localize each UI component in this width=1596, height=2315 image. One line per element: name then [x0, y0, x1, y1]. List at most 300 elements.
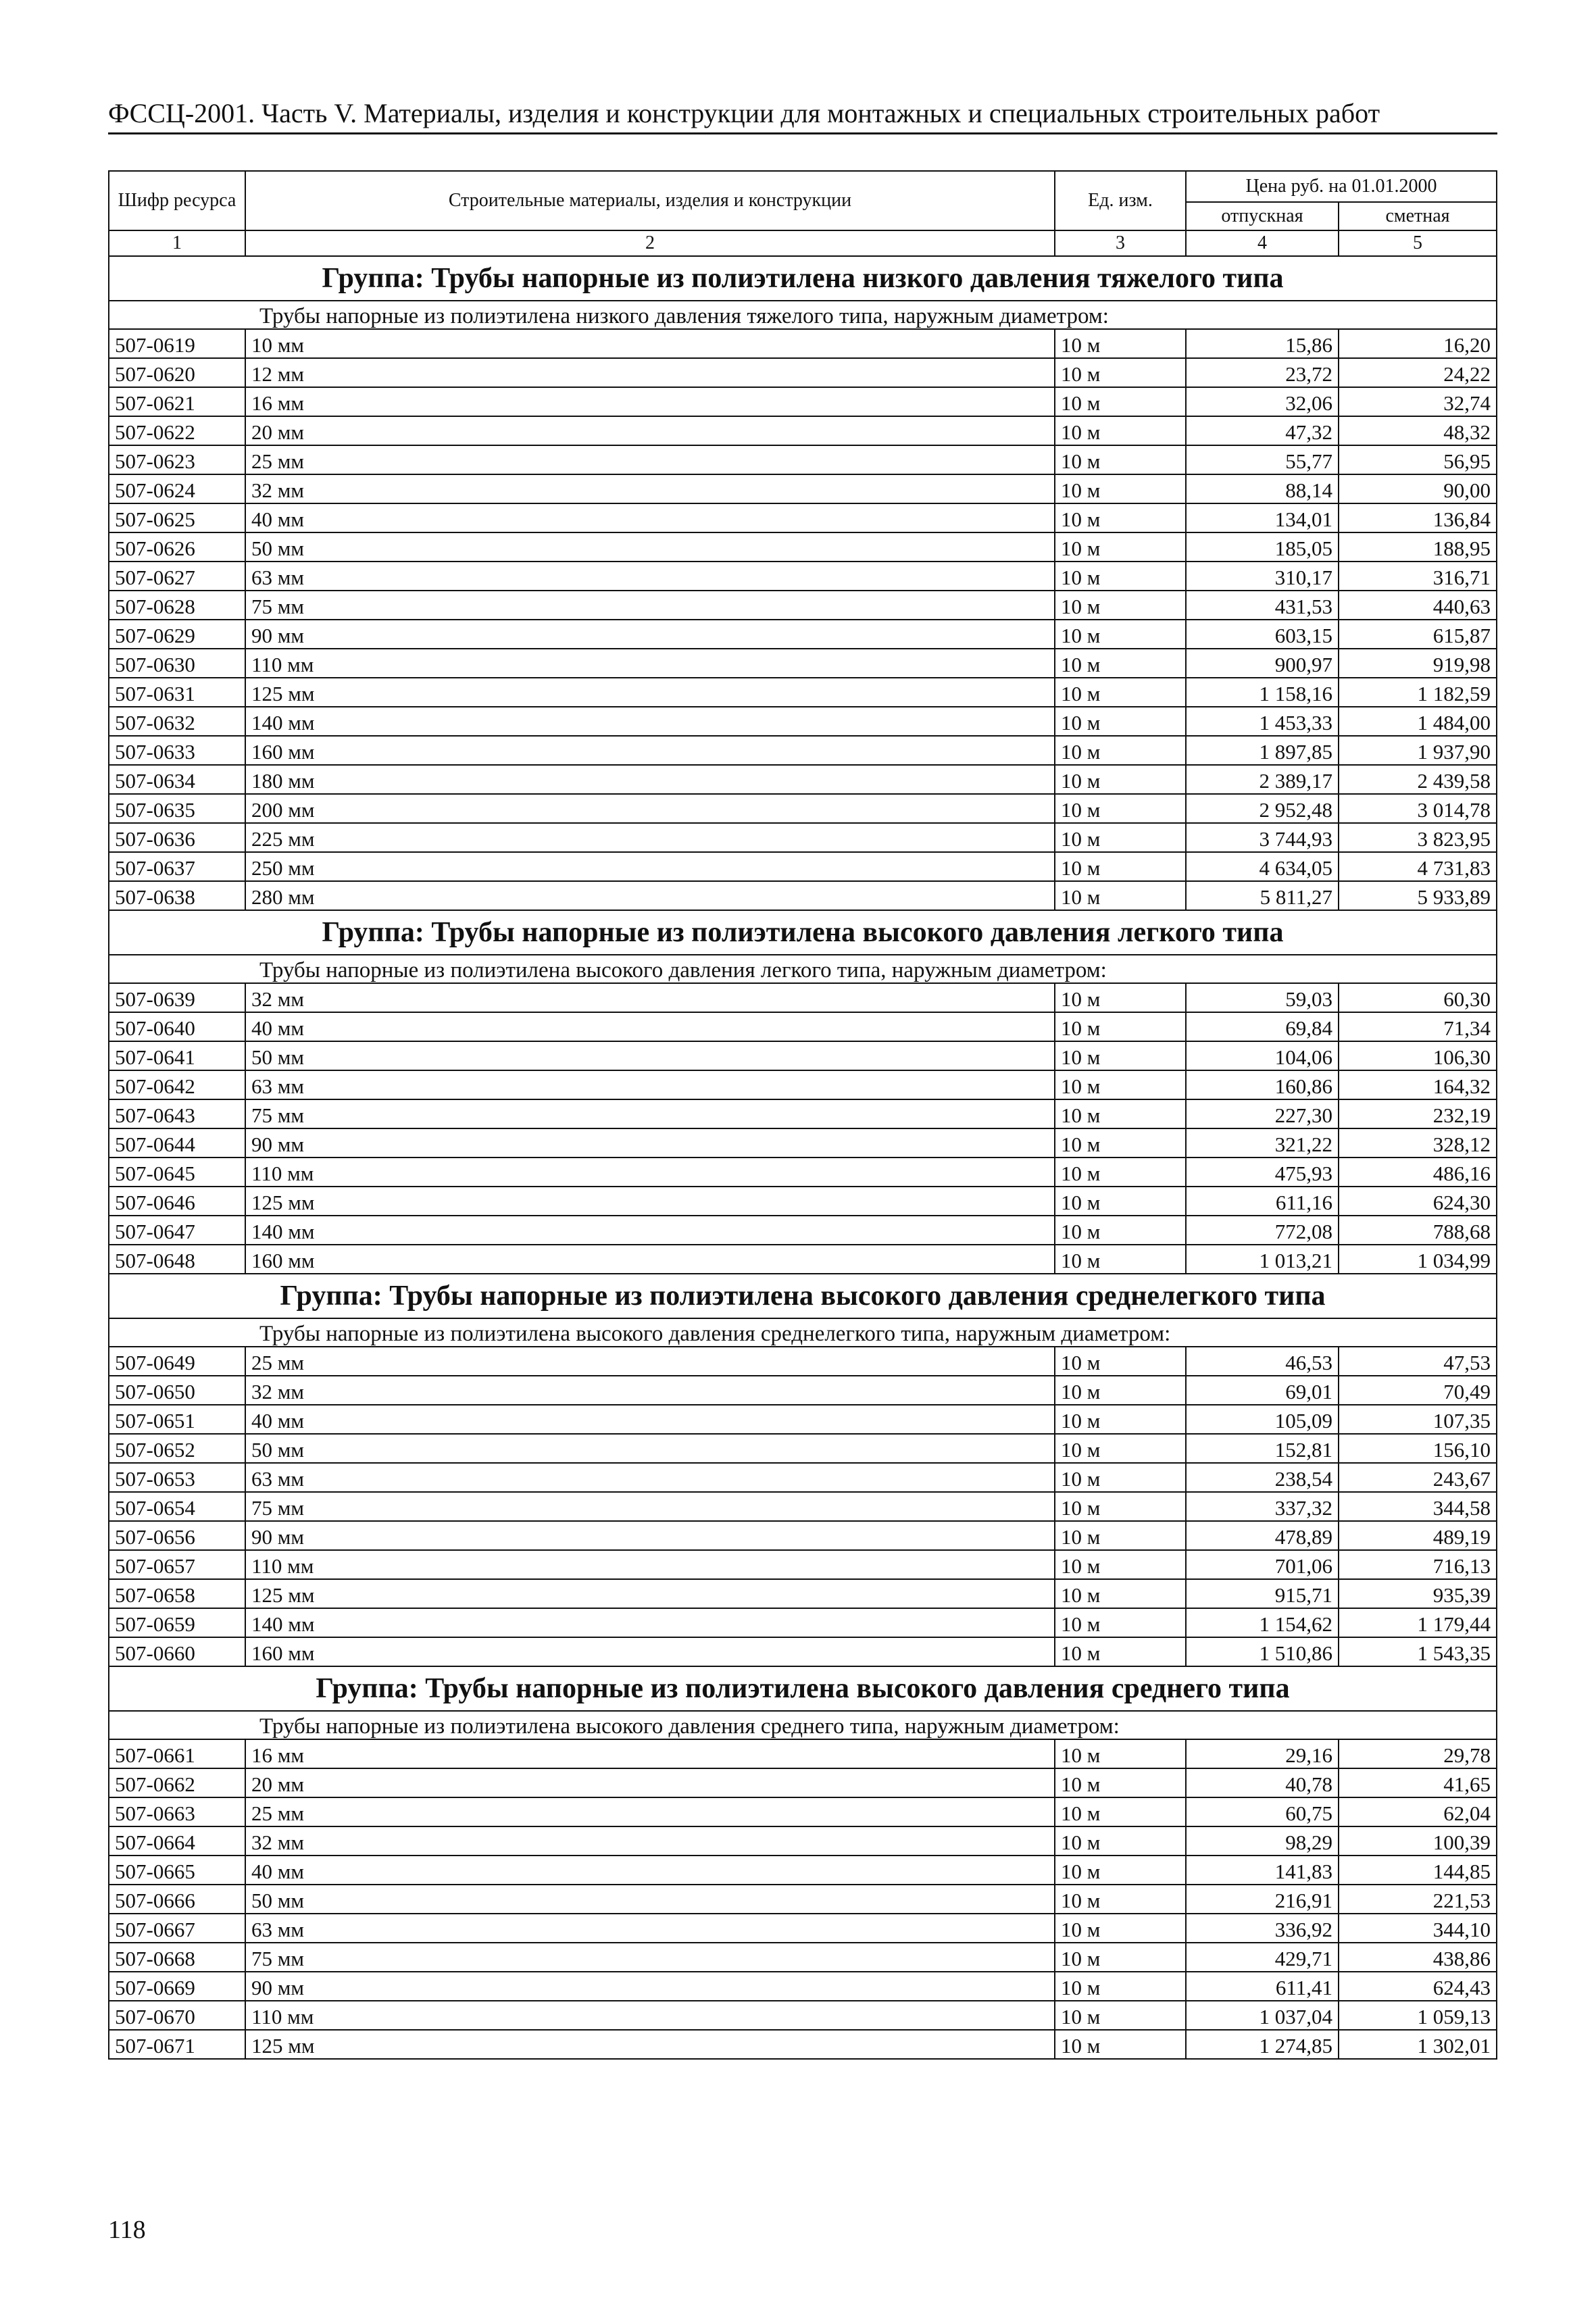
estimate-price: 188,95 — [1339, 532, 1497, 562]
unit: 10 м — [1055, 1492, 1186, 1521]
release-price: 772,08 — [1186, 1216, 1339, 1245]
estimate-price: 3 014,78 — [1339, 794, 1497, 823]
release-price: 160,86 — [1186, 1070, 1339, 1099]
unit: 10 м — [1055, 765, 1186, 794]
resource-code: 507-0643 — [109, 1099, 245, 1128]
unit: 10 м — [1055, 1943, 1186, 1972]
table-row — [109, 620, 1497, 649]
resource-code: 507-0626 — [109, 532, 245, 562]
release-price: 105,09 — [1186, 1405, 1339, 1434]
price-table — [108, 170, 1497, 2060]
unit: 10 м — [1055, 983, 1186, 1012]
material-name: 10 мм — [245, 329, 1055, 358]
estimate-price: 788,68 — [1339, 1216, 1497, 1245]
estimate-price: 16,20 — [1339, 329, 1497, 358]
estimate-price: 624,30 — [1339, 1187, 1497, 1216]
resource-code: 507-0650 — [109, 1376, 245, 1405]
release-price: 60,75 — [1186, 1797, 1339, 1826]
unit: 10 м — [1055, 1550, 1186, 1579]
group-title-row — [109, 1274, 1497, 1318]
material-name: 75 мм — [245, 1943, 1055, 1972]
resource-code: 507-0642 — [109, 1070, 245, 1099]
estimate-price: 438,86 — [1339, 1943, 1497, 1972]
unit: 10 м — [1055, 1245, 1186, 1274]
unit: 10 м — [1055, 1768, 1186, 1797]
table-row — [109, 1128, 1497, 1158]
material-name: 63 мм — [245, 1914, 1055, 1943]
table-row — [109, 1012, 1497, 1041]
table-row — [109, 1914, 1497, 1943]
release-price: 337,32 — [1186, 1492, 1339, 1521]
table-row — [109, 649, 1497, 678]
table-row — [109, 1826, 1497, 1856]
table-row — [109, 532, 1497, 562]
unit: 10 м — [1055, 1158, 1186, 1187]
estimate-price: 1 034,99 — [1339, 1245, 1497, 1274]
group-subtitle-row — [109, 1711, 1497, 1739]
table-row — [109, 1608, 1497, 1637]
unit: 10 м — [1055, 678, 1186, 707]
table-row — [109, 1187, 1497, 1216]
resource-code: 507-0645 — [109, 1158, 245, 1187]
header-name: Строительные материалы, изделия и конструкции — [245, 171, 1055, 230]
release-price: 40,78 — [1186, 1768, 1339, 1797]
page-number: 118 — [108, 2216, 146, 2244]
estimate-price: 60,30 — [1339, 983, 1497, 1012]
material-name: 50 мм — [245, 1434, 1055, 1463]
release-price: 98,29 — [1186, 1826, 1339, 1856]
unit: 10 м — [1055, 1216, 1186, 1245]
table-row — [109, 562, 1497, 591]
resource-code: 507-0627 — [109, 562, 245, 591]
estimate-price: 3 823,95 — [1339, 823, 1497, 852]
unit: 10 м — [1055, 1885, 1186, 1914]
release-price: 216,91 — [1186, 1885, 1339, 1914]
table-row — [109, 387, 1497, 416]
material-name: 75 мм — [245, 1099, 1055, 1128]
resource-code: 507-0644 — [109, 1128, 245, 1158]
material-name: 25 мм — [245, 445, 1055, 474]
resource-code: 507-0649 — [109, 1347, 245, 1376]
material-name: 200 мм — [245, 794, 1055, 823]
table-row — [109, 2001, 1497, 2030]
resource-code: 507-0668 — [109, 1943, 245, 1972]
material-name: 140 мм — [245, 1608, 1055, 1637]
estimate-price: 56,95 — [1339, 445, 1497, 474]
material-name: 250 мм — [245, 852, 1055, 881]
table-row — [109, 358, 1497, 387]
estimate-price: 70,49 — [1339, 1376, 1497, 1405]
estimate-price: 615,87 — [1339, 620, 1497, 649]
estimate-price: 344,10 — [1339, 1914, 1497, 1943]
table-row — [109, 1768, 1497, 1797]
material-name: 63 мм — [245, 1463, 1055, 1492]
resource-code: 507-0623 — [109, 445, 245, 474]
table-row — [109, 1245, 1497, 1274]
unit: 10 м — [1055, 1463, 1186, 1492]
material-name: 25 мм — [245, 1347, 1055, 1376]
unit: 10 м — [1055, 1099, 1186, 1128]
estimate-price: 32,74 — [1339, 387, 1497, 416]
release-price: 1 897,85 — [1186, 736, 1339, 765]
estimate-price: 136,84 — [1339, 503, 1497, 532]
material-name: 20 мм — [245, 416, 1055, 445]
table-row — [109, 1070, 1497, 1099]
resource-code: 507-0635 — [109, 794, 245, 823]
table-row — [109, 794, 1497, 823]
unit: 10 м — [1055, 2001, 1186, 2030]
material-name: 75 мм — [245, 591, 1055, 620]
release-price: 1 453,33 — [1186, 707, 1339, 736]
table-row — [109, 1216, 1497, 1245]
estimate-price: 71,34 — [1339, 1012, 1497, 1041]
estimate-price: 106,30 — [1339, 1041, 1497, 1070]
header-code: Шифр ресурса — [109, 171, 245, 230]
column-number: 3 — [1055, 230, 1186, 256]
estimate-price: 41,65 — [1339, 1768, 1497, 1797]
unit: 10 м — [1055, 416, 1186, 445]
estimate-price: 316,71 — [1339, 562, 1497, 591]
material-name: 90 мм — [245, 1521, 1055, 1550]
resource-code: 507-0624 — [109, 474, 245, 503]
page-header: ФССЦ-2001. Часть V. Материалы, изделия и конструкции для монтажных и специальных строительных работ — [108, 96, 1497, 134]
estimate-price: 1 179,44 — [1339, 1608, 1497, 1637]
estimate-price: 1 543,35 — [1339, 1637, 1497, 1666]
table-row — [109, 1158, 1497, 1187]
material-name: 160 мм — [245, 1637, 1055, 1666]
table-row — [109, 983, 1497, 1012]
unit: 10 м — [1055, 1012, 1186, 1041]
release-price: 141,83 — [1186, 1856, 1339, 1885]
unit: 10 м — [1055, 387, 1186, 416]
group-title-row — [109, 1666, 1497, 1711]
release-price: 2 389,17 — [1186, 765, 1339, 794]
estimate-price: 344,58 — [1339, 1492, 1497, 1521]
material-name: 140 мм — [245, 1216, 1055, 1245]
material-name: 32 мм — [245, 1826, 1055, 1856]
group-title-row — [109, 910, 1497, 955]
resource-code: 507-0648 — [109, 1245, 245, 1274]
unit: 10 м — [1055, 1608, 1186, 1637]
release-price: 611,41 — [1186, 1972, 1339, 2001]
material-name: 50 мм — [245, 1041, 1055, 1070]
unit: 10 м — [1055, 1637, 1186, 1666]
release-price: 1 154,62 — [1186, 1608, 1339, 1637]
unit: 10 м — [1055, 1972, 1186, 2001]
resource-code: 507-0657 — [109, 1550, 245, 1579]
estimate-price: 440,63 — [1339, 591, 1497, 620]
resource-code: 507-0665 — [109, 1856, 245, 1885]
material-name: 16 мм — [245, 1739, 1055, 1768]
group-title: Группа: Трубы напорные из полиэтилена высокого давления легкого типа — [109, 910, 1497, 955]
resource-code: 507-0625 — [109, 503, 245, 532]
release-price: 59,03 — [1186, 983, 1339, 1012]
resource-code: 507-0646 — [109, 1187, 245, 1216]
table-row — [109, 1797, 1497, 1826]
estimate-price: 232,19 — [1339, 1099, 1497, 1128]
estimate-price: 1 937,90 — [1339, 736, 1497, 765]
estimate-price: 1 484,00 — [1339, 707, 1497, 736]
table-row — [109, 1579, 1497, 1608]
material-name: 63 мм — [245, 562, 1055, 591]
resource-code: 507-0637 — [109, 852, 245, 881]
unit: 10 м — [1055, 1521, 1186, 1550]
resource-code: 507-0653 — [109, 1463, 245, 1492]
group-subtitle-row — [109, 301, 1497, 329]
unit: 10 м — [1055, 1041, 1186, 1070]
table-row — [109, 2030, 1497, 2059]
resource-code: 507-0621 — [109, 387, 245, 416]
unit: 10 м — [1055, 649, 1186, 678]
table-row — [109, 474, 1497, 503]
table-row — [109, 765, 1497, 794]
resource-code: 507-0669 — [109, 1972, 245, 2001]
resource-code: 507-0633 — [109, 736, 245, 765]
table-row — [109, 1492, 1497, 1521]
group-subtitle: Трубы напорные из полиэтилена высокого давления легкого типа, наружным диаметром: — [109, 955, 1497, 983]
release-price: 1 158,16 — [1186, 678, 1339, 707]
release-price: 310,17 — [1186, 562, 1339, 591]
release-price: 104,06 — [1186, 1041, 1339, 1070]
release-price: 46,53 — [1186, 1347, 1339, 1376]
release-price: 1 037,04 — [1186, 2001, 1339, 2030]
estimate-price: 156,10 — [1339, 1434, 1497, 1463]
release-price: 321,22 — [1186, 1128, 1339, 1158]
material-name: 110 мм — [245, 2001, 1055, 2030]
material-name: 160 мм — [245, 1245, 1055, 1274]
unit: 10 м — [1055, 2030, 1186, 2059]
unit: 10 м — [1055, 474, 1186, 503]
group-subtitle-row — [109, 1318, 1497, 1347]
material-name: 125 мм — [245, 678, 1055, 707]
estimate-price: 1 182,59 — [1339, 678, 1497, 707]
resource-code: 507-0662 — [109, 1768, 245, 1797]
estimate-price: 164,32 — [1339, 1070, 1497, 1099]
unit: 10 м — [1055, 1826, 1186, 1856]
unit: 10 м — [1055, 1128, 1186, 1158]
resource-code: 507-0632 — [109, 707, 245, 736]
resource-code: 507-0622 — [109, 416, 245, 445]
table-row — [109, 707, 1497, 736]
header-release-price: отпускная — [1186, 202, 1339, 230]
material-name: 25 мм — [245, 1797, 1055, 1826]
unit: 10 м — [1055, 707, 1186, 736]
unit: 10 м — [1055, 852, 1186, 881]
estimate-price: 919,98 — [1339, 649, 1497, 678]
resource-code: 507-0659 — [109, 1608, 245, 1637]
estimate-price: 107,35 — [1339, 1405, 1497, 1434]
resource-code: 507-0628 — [109, 591, 245, 620]
material-name: 180 мм — [245, 765, 1055, 794]
resource-code: 507-0631 — [109, 678, 245, 707]
material-name: 90 мм — [245, 1128, 1055, 1158]
material-name: 16 мм — [245, 387, 1055, 416]
material-name: 20 мм — [245, 1768, 1055, 1797]
release-price: 336,92 — [1186, 1914, 1339, 1943]
table-row — [109, 1521, 1497, 1550]
unit: 10 м — [1055, 1856, 1186, 1885]
release-price: 431,53 — [1186, 591, 1339, 620]
table-row — [109, 503, 1497, 532]
resource-code: 507-0666 — [109, 1885, 245, 1914]
estimate-price: 24,22 — [1339, 358, 1497, 387]
price-table-body — [109, 171, 1497, 2059]
estimate-price: 486,16 — [1339, 1158, 1497, 1187]
release-price: 69,84 — [1186, 1012, 1339, 1041]
resource-code: 507-0619 — [109, 329, 245, 358]
estimate-price: 47,53 — [1339, 1347, 1497, 1376]
release-price: 47,32 — [1186, 416, 1339, 445]
material-name: 12 мм — [245, 358, 1055, 387]
release-price: 29,16 — [1186, 1739, 1339, 1768]
unit: 10 м — [1055, 1579, 1186, 1608]
table-row — [109, 1376, 1497, 1405]
material-name: 110 мм — [245, 1550, 1055, 1579]
unit: 10 м — [1055, 794, 1186, 823]
group-title: Группа: Трубы напорные из полиэтилена высокого давления среднелегкого типа — [109, 1274, 1497, 1318]
release-price: 69,01 — [1186, 1376, 1339, 1405]
table-row — [109, 1405, 1497, 1434]
release-price: 1 013,21 — [1186, 1245, 1339, 1274]
table-row — [109, 591, 1497, 620]
release-price: 15,86 — [1186, 329, 1339, 358]
release-price: 611,16 — [1186, 1187, 1339, 1216]
material-name: 32 мм — [245, 983, 1055, 1012]
group-title: Группа: Трубы напорные из полиэтилена низкого давления тяжелого типа — [109, 256, 1497, 301]
release-price: 475,93 — [1186, 1158, 1339, 1187]
table-row — [109, 1637, 1497, 1666]
estimate-price: 4 731,83 — [1339, 852, 1497, 881]
estimate-price: 935,39 — [1339, 1579, 1497, 1608]
release-price: 1 274,85 — [1186, 2030, 1339, 2059]
material-name: 50 мм — [245, 532, 1055, 562]
unit: 10 м — [1055, 620, 1186, 649]
estimate-price: 624,43 — [1339, 1972, 1497, 2001]
table-row — [109, 1099, 1497, 1128]
material-name: 125 мм — [245, 1579, 1055, 1608]
unit: 10 м — [1055, 358, 1186, 387]
estimate-price: 489,19 — [1339, 1521, 1497, 1550]
release-price: 603,15 — [1186, 620, 1339, 649]
material-name: 140 мм — [245, 707, 1055, 736]
release-price: 915,71 — [1186, 1579, 1339, 1608]
estimate-price: 48,32 — [1339, 416, 1497, 445]
resource-code: 507-0639 — [109, 983, 245, 1012]
group-subtitle: Трубы напорные из полиэтилена высокого давления среднего типа, наружным диаметром: — [109, 1711, 1497, 1739]
group-subtitle: Трубы напорные из полиэтилена высокого давления среднелегкого типа, наружным диаметром: — [109, 1318, 1497, 1347]
release-price: 88,14 — [1186, 474, 1339, 503]
release-price: 429,71 — [1186, 1943, 1339, 1972]
estimate-price: 90,00 — [1339, 474, 1497, 503]
estimate-price: 62,04 — [1339, 1797, 1497, 1826]
unit: 10 м — [1055, 1347, 1186, 1376]
resource-code: 507-0670 — [109, 2001, 245, 2030]
material-name: 90 мм — [245, 620, 1055, 649]
resource-code: 507-0620 — [109, 358, 245, 387]
material-name: 40 мм — [245, 1012, 1055, 1041]
table-row — [109, 1943, 1497, 1972]
estimate-price: 2 439,58 — [1339, 765, 1497, 794]
resource-code: 507-0641 — [109, 1041, 245, 1070]
estimate-price: 328,12 — [1339, 1128, 1497, 1158]
table-row — [109, 1463, 1497, 1492]
unit: 10 м — [1055, 1797, 1186, 1826]
material-name: 110 мм — [245, 1158, 1055, 1187]
material-name: 40 мм — [245, 503, 1055, 532]
table-row — [109, 678, 1497, 707]
table-row — [109, 416, 1497, 445]
estimate-price: 100,39 — [1339, 1826, 1497, 1856]
resource-code: 507-0634 — [109, 765, 245, 794]
column-number: 4 — [1186, 230, 1339, 256]
release-price: 3 744,93 — [1186, 823, 1339, 852]
estimate-price: 29,78 — [1339, 1739, 1497, 1768]
group-title-row — [109, 256, 1497, 301]
unit: 10 м — [1055, 503, 1186, 532]
material-name: 125 мм — [245, 2030, 1055, 2059]
release-price: 5 811,27 — [1186, 881, 1339, 910]
table-row — [109, 1739, 1497, 1768]
table-row — [109, 1347, 1497, 1376]
column-number: 1 — [109, 230, 245, 256]
resource-code: 507-0661 — [109, 1739, 245, 1768]
material-name: 50 мм — [245, 1885, 1055, 1914]
material-name: 75 мм — [245, 1492, 1055, 1521]
release-price: 1 510,86 — [1186, 1637, 1339, 1666]
release-price: 134,01 — [1186, 503, 1339, 532]
estimate-price: 1 059,13 — [1339, 2001, 1497, 2030]
unit: 10 м — [1055, 1914, 1186, 1943]
table-row — [109, 1434, 1497, 1463]
material-name: 63 мм — [245, 1070, 1055, 1099]
release-price: 4 634,05 — [1186, 852, 1339, 881]
resource-code: 507-0647 — [109, 1216, 245, 1245]
table-row — [109, 1856, 1497, 1885]
unit: 10 м — [1055, 1187, 1186, 1216]
resource-code: 507-0667 — [109, 1914, 245, 1943]
material-name: 160 мм — [245, 736, 1055, 765]
column-number: 5 — [1339, 230, 1497, 256]
resource-code: 507-0638 — [109, 881, 245, 910]
unit: 10 м — [1055, 445, 1186, 474]
table-row — [109, 852, 1497, 881]
resource-code: 507-0651 — [109, 1405, 245, 1434]
unit: 10 м — [1055, 329, 1186, 358]
header-estimate-price: сметная — [1339, 202, 1497, 230]
release-price: 478,89 — [1186, 1521, 1339, 1550]
material-name: 90 мм — [245, 1972, 1055, 2001]
release-price: 152,81 — [1186, 1434, 1339, 1463]
table-row — [109, 823, 1497, 852]
release-price: 2 952,48 — [1186, 794, 1339, 823]
resource-code: 507-0664 — [109, 1826, 245, 1856]
material-name: 40 мм — [245, 1405, 1055, 1434]
resource-code: 507-0629 — [109, 620, 245, 649]
material-name: 280 мм — [245, 881, 1055, 910]
material-name: 225 мм — [245, 823, 1055, 852]
table-row — [109, 329, 1497, 358]
resource-code: 507-0640 — [109, 1012, 245, 1041]
release-price: 227,30 — [1186, 1099, 1339, 1128]
unit: 10 м — [1055, 1434, 1186, 1463]
resource-code: 507-0630 — [109, 649, 245, 678]
estimate-price: 716,13 — [1339, 1550, 1497, 1579]
release-price: 900,97 — [1186, 649, 1339, 678]
unit: 10 м — [1055, 1376, 1186, 1405]
resource-code: 507-0660 — [109, 1637, 245, 1666]
table-row — [109, 881, 1497, 910]
unit: 10 м — [1055, 1405, 1186, 1434]
